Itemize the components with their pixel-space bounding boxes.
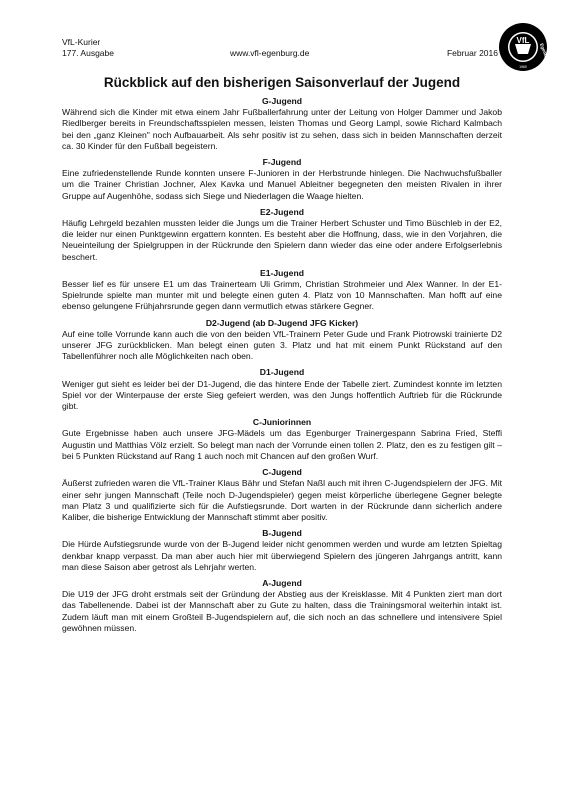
article-title: Rückblick auf den bisherigen Saisonverlauf der Jugend (103, 75, 461, 90)
issue-date: Februar 2016 (446, 48, 498, 58)
section-text: Äußerst zufrieden waren die VfL-Trainer Klaus Bähr und Stefan Naßl auch mit ihren C-Jugendspielern der JFG. Mit einer sehr jungen Mannschaft (Teile noch D-Jugendspieler) gegen meist körperliche überlegene Gegner belegte man Platz 3 und qualifizierte sich für die Aufstiegsrunde. Dort warten in der Rückrunde dann sicherlich andere Kaliber, die bisherige Entwicklung der Mannschaft stimmt aber positiv. (62, 478, 502, 522)
issue-number: 177. Ausgabe (62, 48, 114, 58)
section-heading: F-Jugend (262, 157, 302, 168)
article-body (62, 96, 502, 639)
section-heading: B-Jugend (262, 528, 302, 539)
section-heading: G-Jugend (261, 96, 303, 106)
publication-name: VfL-Kurier (62, 37, 101, 47)
section-text: Gute Ergebnisse haben auch unsere JFG-Mädels um das Egenburger Trainergespann Sabrina Fried, Steffi Augustin und Matthias Völz erzielt. So belegt man nach der Vorrunde einen tollen 2. Platz, den es zu festigen gilt – bei 5 Punkten Rückstand auf Rang 1 auch noch mit Chancen auf den großen Wurf. (62, 428, 502, 461)
website-url: www.vfl-egenburg.de (230, 48, 310, 58)
club-logo-icon (498, 22, 551, 72)
header-left (62, 37, 114, 59)
section-heading: C-Juniorinnen (252, 417, 312, 428)
logo-text: VfL (516, 36, 530, 45)
section-text: Die Hürde Aufstiegsrunde wurde von der B-Jugend leider nicht genommen werden und wurde am letzten Spieltag denkbar knapp verpasst. Da man aber auch hier mit überwiegend Spielern des jüngeren Jahrgangs antritt, kann man diese Saison aber getrost als Lehrjahr werten. (62, 539, 502, 572)
logo-ring-text: Egenburg (539, 42, 551, 65)
section-heading: E2-Jugend (260, 206, 304, 217)
page-header (62, 37, 498, 67)
section-heading: E1-Jugend (260, 267, 304, 278)
section-text: Während sich die Kinder mit etwa einem Jahr Fußballerfahrung unter der Leitung von Holger Dammer und Jakob Riedlberger bereits in Freundschaftsspielen messen, leisten Thomas und Georg Lampl, sowie Richard Kalmbach bei den „ganz Kleinen" noch Aufbauarbeit. Als sehr positiv ist zu sehen, dass sich in beiden Mannschaften derzeit ca. 30 Kinder für den Fußball begeistern. (62, 107, 502, 151)
section-heading: D1-Jugend (259, 367, 305, 378)
section-text: Auf eine tolle Vorrunde kann auch die von den beiden VfL-Trainern Peter Gude und Frank Piotrowski trainierte D2 unserer JFG zurückblicken. Man belegt einen guten 3. Platz und hat mit einem Punkt Rückstand auf den Tabellenführer noch alle Möglichkeiten nach oben. (62, 328, 502, 362)
section-text: Eine zufriedenstellende Runde konnten unsere F-Junioren in der Herbstrunde hinlegen. Die Nachwuchsfußballer um die Trainer Christian Jochner, Alex Kavka und Manuel Ableitner begegneten den meisten Rivalen in ihrer Gruppe auf Augenhöhe, sodass sich Siege und Niederlagen die Waage hielten. (62, 168, 502, 201)
section-text: Häufig Lehrgeld bezahlen mussten leider die Jungs um die Trainer Herbert Schuster und Timo Büschleb in der E2, die leider nur einen Punktgewinn ergattern konnten. Es besteht aber die Hoffnung, dass, wie in den Vorjahren, die Neueinteilung der Spielgruppen in der Rückrunde den Spielern dann wieder das eine oder andere Erfolgserlebnis beschert. (62, 218, 502, 262)
section-heading: D2-Jugend (ab D-Jugend JFG Kicker) (205, 317, 359, 328)
section-text: Die U19 der JFG droht erstmals seit der Gründung der Abstieg aus der Kreisklasse. Mit 4 Punkten ziert man dort das Tabellenende. Dabei ist der Mannschaft aber zu Gute zu halten, dass die Trainingsmoral weiterhin intakt ist. Zudem läuft man mit einem Großteil B-Jugendspielern auf, die sich noch an das schnellere und intensivere Spiel gewöhnen müssen. (62, 589, 502, 633)
section-text: Besser lief es für unsere E1 um das Trainerteam Uli Grimm, Christian Strohmeier und Alex Wanner. In der E1-Spielrunde spielte man munter mit und belegte einen guten 4. Platz von 10 Mannschaften. Man hofft auf eine ebenso gelungene Frühjahrsrunde gegen dann vermutlich etwas stärkere Gegner. (62, 279, 502, 312)
section-text: Weniger gut sieht es leider bei der D1-Jugend, die das hintere Ende der Tabelle ziert. Zumindest konnte im letzten Spiel vor der Winterpause der erste Sieg gefeiert werden, was den Jungs hoffentlich Auftrieb für die Rückrunde gibt. (62, 378, 502, 412)
section-heading: C-Jugend (262, 467, 302, 478)
logo-year: 1960 (519, 65, 527, 69)
section-heading: A-Jugend (262, 577, 302, 588)
